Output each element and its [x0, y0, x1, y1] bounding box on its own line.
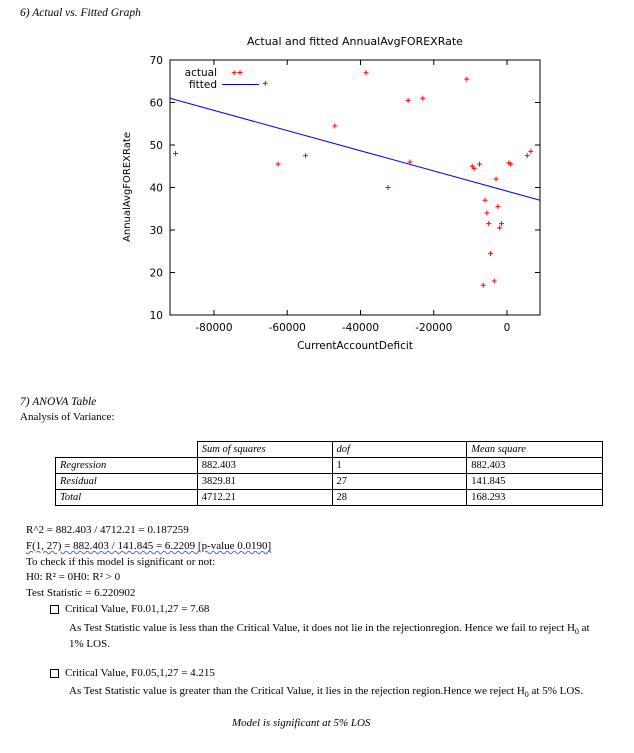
actual-point — [332, 123, 337, 128]
section-6-title: 6) Actual vs. Fitted Graph — [20, 7, 141, 19]
test-statistic-line: Test Statistic = 6.220902 — [26, 587, 136, 599]
table-cell: 3829.81 — [197, 474, 332, 490]
actual-point — [232, 70, 237, 75]
critical-value-1-text — [69, 621, 629, 639]
actual-point — [486, 221, 491, 226]
actual-point — [303, 153, 308, 158]
x-tick-label: 0 — [503, 322, 511, 334]
legend-actual-label: actual — [184, 67, 217, 79]
table-row — [56, 474, 603, 490]
actual-point — [494, 177, 499, 182]
y-tick-label: 10 — [149, 310, 163, 322]
table-header-cell: Mean square — [467, 442, 603, 458]
table-header-row — [56, 442, 603, 458]
bullet-box-icon — [50, 605, 59, 614]
table-cell: 141.845 — [467, 474, 603, 490]
table-cell: Total — [56, 490, 198, 506]
table-cell: Regression — [56, 458, 198, 474]
actual-point — [495, 204, 500, 209]
table-cell: 168.293 — [467, 490, 603, 506]
table-cell: Residual — [56, 474, 198, 490]
table-cell: 27 — [332, 474, 467, 490]
actual-point — [363, 70, 368, 75]
x-tick-label: -80000 — [195, 322, 233, 334]
x-axis-ticks — [195, 60, 510, 334]
critical-value-2-label: Critical Value, F0.05,1,27 = 4.215 — [65, 667, 215, 679]
critical-value-1-label: Critical Value, F0.01,1,27 = 7.68 — [65, 603, 210, 615]
actual-point — [464, 77, 469, 82]
anova-subtitle: Analysis of Variance: — [20, 411, 115, 423]
actual-point — [488, 251, 493, 256]
crit1-text-sub: 0 — [574, 627, 579, 637]
table-cell: 882.403 — [197, 458, 332, 474]
table-cell: 882.403 — [467, 458, 603, 474]
fitted-series-line — [170, 98, 540, 200]
critical-value-item-2 — [50, 666, 215, 680]
legend-actual-plus — [238, 70, 243, 75]
f-stat-line: F(1, 27) = 882.403 / 141.845 = 6.2209 [p-value 0.0190] — [26, 540, 272, 552]
critical-value-1-text-cont: 1% LOS. — [69, 638, 110, 650]
table-row — [56, 490, 603, 506]
actual-point — [481, 283, 486, 288]
x-tick-label: -20000 — [415, 322, 453, 334]
actual-point — [173, 151, 178, 156]
crit2-text-part: at 5% LOS. — [528, 685, 584, 697]
actual-point — [420, 96, 425, 101]
actual-point — [483, 198, 488, 203]
table-header-cell: dof — [332, 442, 467, 458]
legend-fitted-label: fitted — [189, 79, 217, 91]
actual-point — [525, 153, 530, 158]
critical-value-item-1 — [50, 602, 209, 616]
table-header-cell: Sum of squares — [197, 442, 332, 458]
actual-point — [276, 162, 281, 167]
chart-legend — [185, 67, 259, 91]
y-tick-label: 40 — [149, 182, 163, 195]
actual-point — [406, 98, 411, 103]
crit1-text-part: at — [578, 622, 590, 634]
plot-frame — [170, 60, 540, 315]
r2-line: R^2 = 882.403 / 4712.21 = 0.187259 — [26, 524, 189, 536]
crit2-text-sub: 0 — [524, 690, 529, 700]
y-tick-label: 50 — [149, 140, 163, 152]
actual-point — [385, 185, 390, 190]
y-axis-label: AnnualAvgFOREXRate — [122, 132, 133, 242]
y-tick-label: 30 — [149, 225, 163, 237]
y-axis-ticks — [150, 55, 540, 322]
conclusion-line: Model is significant at 5% LOS — [232, 717, 371, 729]
fitted-line-segment — [170, 98, 540, 200]
critical-value-2-text — [69, 684, 629, 702]
table-row — [56, 458, 603, 474]
x-tick-label: -60000 — [268, 322, 306, 334]
y-tick-label: 20 — [149, 267, 163, 280]
table-cell: 1 — [332, 458, 467, 474]
anova-table — [55, 441, 603, 506]
check-line: To check if this model is significant or not: — [26, 556, 216, 568]
table-cell: 4712.21 — [197, 490, 332, 506]
actual-point — [484, 211, 489, 216]
x-axis-label: CurrentAccountDeficit — [297, 340, 413, 352]
actual-vs-fitted-chart — [0, 28, 634, 358]
section-7-title: 7) ANOVA Table — [20, 396, 97, 408]
actual-series-points — [173, 70, 533, 288]
hypothesis-line: H0: R² = 0H0: R² > 0 — [26, 571, 121, 583]
y-tick-label: 70 — [149, 55, 163, 67]
table-cell: 28 — [332, 490, 467, 506]
legend-actual-marker — [238, 70, 243, 75]
crit1-text-part: As Test Statistic value is less than the Critical Value, it does not lie in the rejectionregion. Hence we fail to reject H — [69, 622, 575, 634]
actual-point — [492, 279, 497, 284]
crit2-text-part: As Test Statistic value is greater than the Critical Value, it lies in the rejection region.Hence we reject H — [69, 685, 525, 697]
bullet-box-icon — [50, 669, 59, 678]
actual-point — [477, 162, 482, 167]
table-header-cell — [56, 442, 198, 458]
actual-point — [263, 81, 268, 86]
actual-point — [528, 149, 533, 154]
y-tick-label: 60 — [149, 97, 163, 110]
chart-title: Actual and fitted AnnualAvgFOREXRate — [247, 35, 463, 48]
x-tick-label: -40000 — [341, 322, 380, 334]
